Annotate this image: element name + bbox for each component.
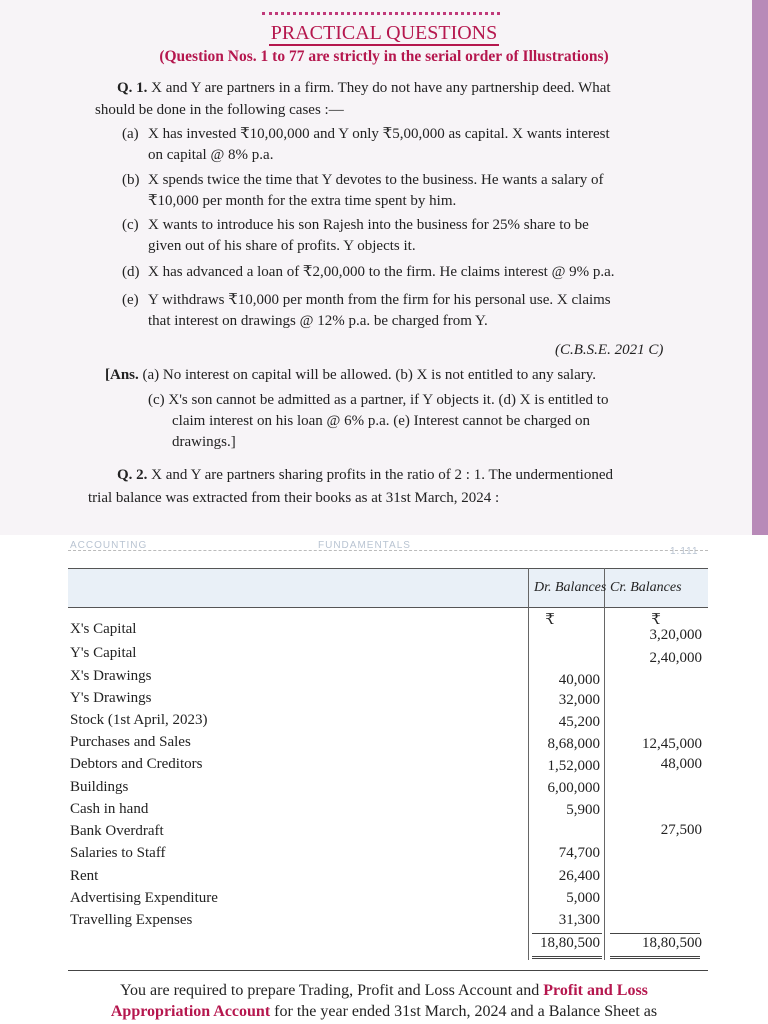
row-dr-value: 5,900 (566, 802, 600, 818)
row-label: Bank Overdraft (70, 823, 164, 839)
q1-case-d-line1: X has advanced a loan of ₹2,00,000 to the firm. He claims interest @ 9% p.a. (148, 264, 615, 280)
row-cr-value: 27,500 (660, 822, 702, 838)
row-cr-value: 3,20,000 (649, 627, 702, 643)
q1-line2: should be done in the following cases :— (95, 102, 344, 118)
cr-total-double-rule (610, 956, 700, 959)
row-label: X's Drawings (70, 668, 152, 684)
cr-currency: ₹ (651, 612, 661, 628)
section-subtitle: (Question Nos. 1 to 77 are strictly in the serial order of Illustrations) (159, 48, 609, 65)
row-label: X's Capital (70, 621, 137, 637)
cr-column-header: Cr. Balances (610, 580, 682, 595)
q1-case-a-line2: on capital @ 8% p.a. (148, 147, 274, 163)
row-dr-value: 31,300 (558, 912, 600, 928)
row-label: Travelling Expenses (70, 912, 193, 928)
q1-case-e-line1: Y withdraws ₹10,000 per month from the firm for his personal use. X claims (148, 292, 611, 308)
q1-case-e-line2: that interest on drawings @ 12% p.a. be charged from Y. (148, 313, 488, 329)
row-dr-value: 45,200 (558, 714, 600, 730)
row-dr-value: 1,52,000 (547, 758, 600, 774)
cr-column-divider (604, 568, 605, 960)
row-label: Y's Capital (70, 645, 137, 661)
dotted-rule (262, 12, 500, 15)
q1-case-c-line2: given out of his share of profits. Y objects it. (148, 238, 416, 254)
q1-case-c-label: (c) (122, 217, 139, 233)
dr-total: 18,80,500 (540, 935, 600, 951)
q1-answer-line1: [Ans. (a) No interest on capital will be allowed. (b) X is not entitled to any salary. (105, 367, 596, 383)
q2-line1: Q. 2. X and Y are partners sharing profits in the ratio of 2 : 1. The undermentioned (117, 467, 613, 483)
row-dr-value: 32,000 (558, 692, 600, 708)
row-dr-value: 40,000 (558, 672, 600, 688)
table-bottom-rule (68, 970, 708, 971)
running-header-left: ACCOUNTING (70, 540, 148, 551)
q1-line1: Q. 1. X and Y are partners in a firm. They do not have any partnership deed. What (117, 80, 611, 96)
q1-case-d-label: (d) (122, 264, 140, 280)
row-label: Y's Drawings (70, 690, 152, 706)
q1-case-b-label: (b) (122, 172, 140, 188)
dr-total-rule (532, 933, 602, 934)
q1-answer-line4: drawings.] (172, 434, 236, 450)
row-label: Salaries to Staff (70, 845, 166, 861)
q1-case-e-label: (e) (122, 292, 139, 308)
row-dr-value: 74,700 (558, 845, 600, 861)
q1-case-a-label: (a) (122, 126, 139, 142)
running-header-middle: FUNDAMENTALS (318, 540, 411, 551)
dr-currency: ₹ (545, 612, 555, 628)
row-cr-value: 48,000 (660, 756, 702, 772)
row-cr-value: 12,45,000 (642, 736, 702, 752)
page-edge (752, 0, 768, 535)
q1-case-b-line1: X spends twice the time that Y devotes to the business. He wants a salary of (148, 172, 604, 188)
header-rule (68, 550, 708, 551)
cr-total-rule (610, 933, 700, 934)
page-number: 1.111 (670, 546, 699, 557)
footer-line2: Appropriation Account for the year ended 31st March, 2024 and a Balance Sheet as (110, 1003, 658, 1020)
row-cr-value: 2,40,000 (649, 650, 702, 666)
footer-line1: You are required to prepare Trading, Profit and Loss Account and Profit and Loss (120, 982, 648, 999)
row-label: Stock (1st April, 2023) (70, 712, 208, 728)
row-label: Advertising Expenditure (70, 890, 218, 906)
row-label: Debtors and Creditors (70, 756, 203, 772)
q1-case-b-line2: ₹10,000 per month for the extra time spent by him. (148, 193, 457, 209)
row-dr-value: 5,000 (566, 890, 600, 906)
q1-answer-line2: (c) X's son cannot be admitted as a partner, if Y objects it. (d) X is entitled to (148, 392, 609, 408)
row-dr-value: 26,400 (558, 868, 600, 884)
q1-case-c-line1: X wants to introduce his son Rajesh into the business for 25% share to be (148, 217, 589, 233)
row-label: Buildings (70, 779, 129, 795)
row-label: Purchases and Sales (70, 734, 191, 750)
q2-line2: trial balance was extracted from their books as at 31st March, 2024 : (88, 490, 500, 506)
dr-column-header: Dr. Balances (534, 580, 607, 595)
q1-source: (C.B.S.E. 2021 C) (555, 342, 664, 358)
q1-answer-line3: claim interest on his loan @ 6% p.a. (e) Interest cannot be charged on (172, 413, 590, 429)
row-label: Cash in hand (70, 801, 149, 817)
row-label: Rent (70, 868, 99, 884)
row-dr-value: 6,00,000 (547, 780, 600, 796)
section-title: PRACTICAL QUESTIONS (270, 22, 498, 44)
cr-total: 18,80,500 (642, 935, 702, 951)
q1-case-a-line1: X has invested ₹10,00,000 and Y only ₹5,00,000 as capital. X wants interest (148, 126, 610, 142)
row-dr-value: 8,68,000 (547, 736, 600, 752)
dr-total-double-rule (532, 956, 602, 959)
